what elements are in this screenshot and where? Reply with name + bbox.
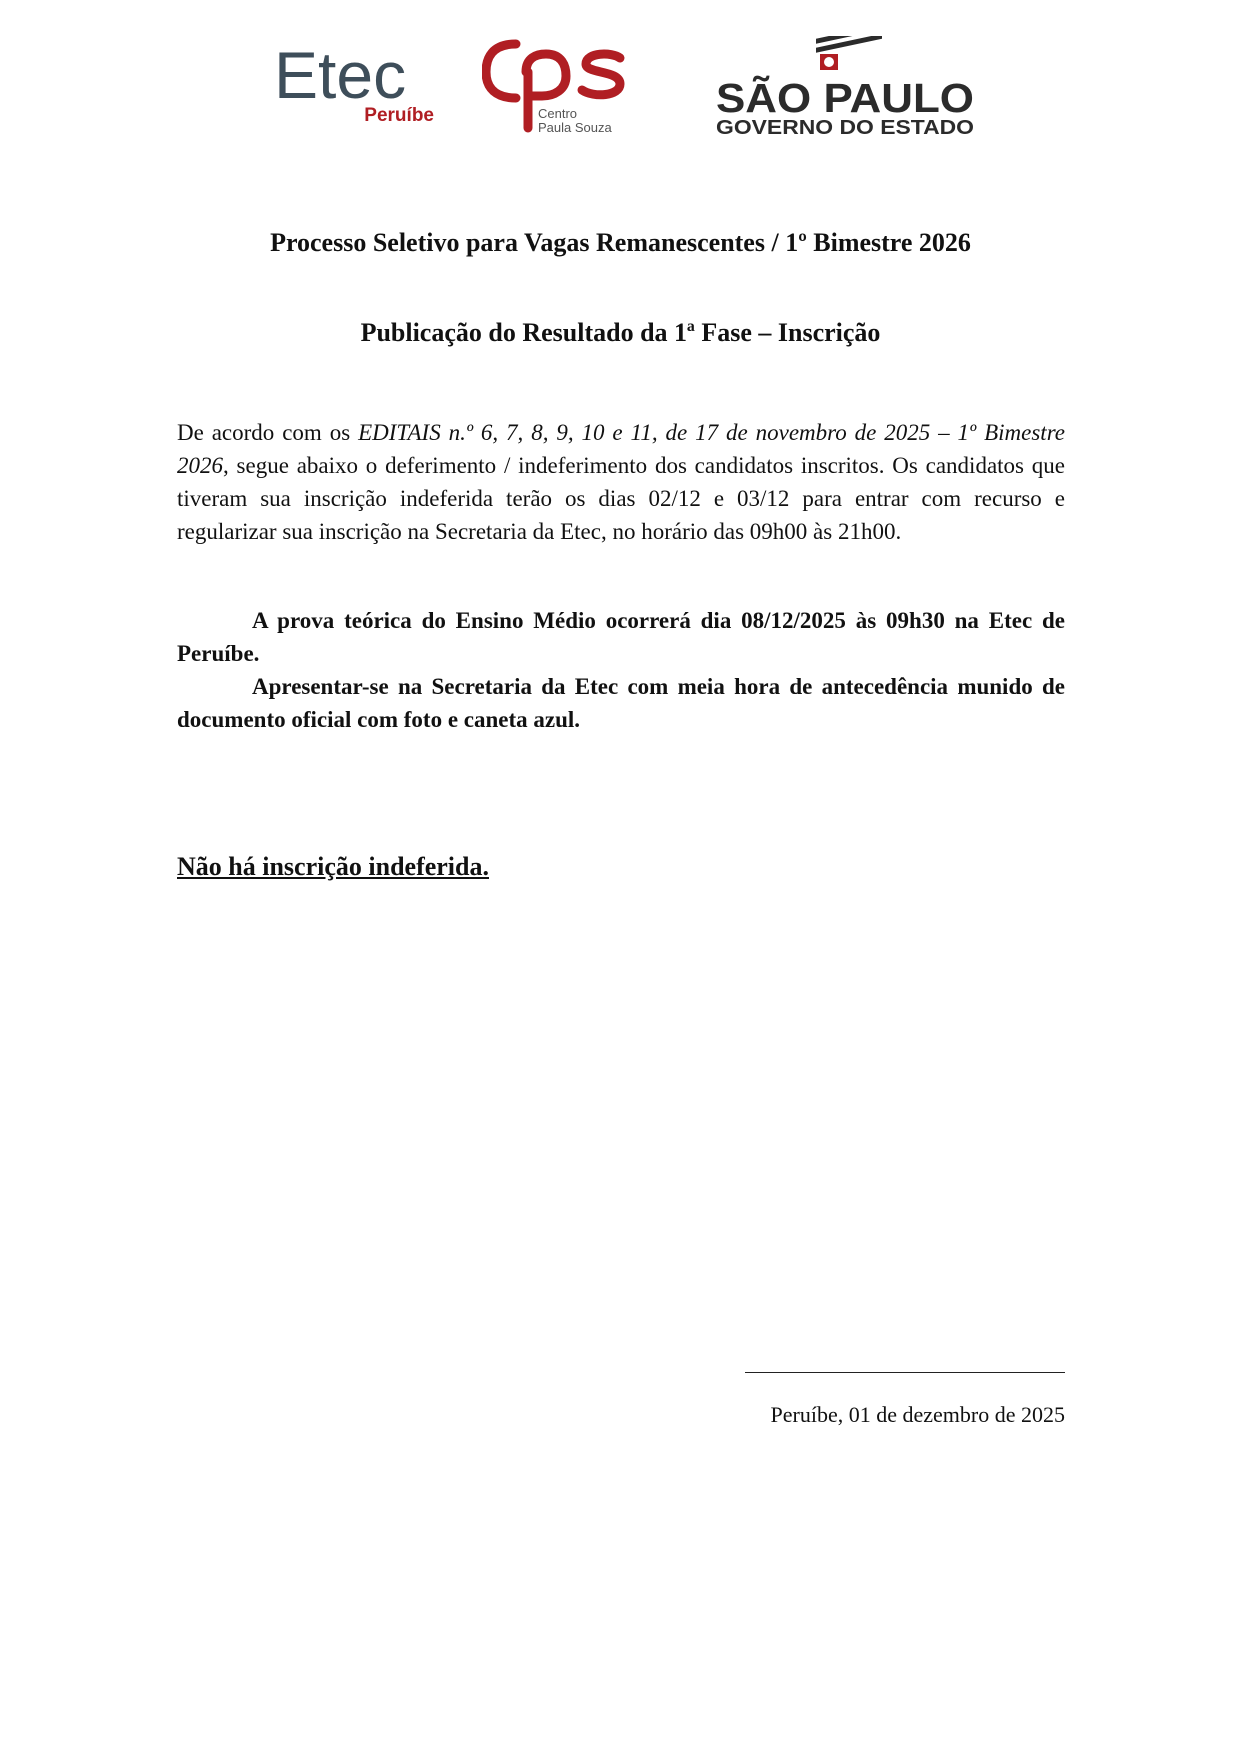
attendance-notice: Apresentar-se na Secretaria da Etec com meia hora de antecedência munido de documento oficial com foto e caneta azul. [177, 674, 1065, 732]
document-title: Processo Seletivo para Vagas Remanescentes / 1º Bimestre 2026 [270, 228, 971, 257]
intro-suffix: , segue abaixo o deferimento / indeferimento dos candidatos inscritos. Os candidatos que tiveram sua inscrição indeferida terão os dias 02/12 e 03/12 para entrar com recurso e regularizar sua inscrição na Secretaria da Etec, no horário das 09h00 às 21h00. [177, 453, 1065, 544]
exam-notice: A prova teórica do Ensino Médio ocorrerá dia 08/12/2025 às 09h30 na Etec de Peruíbe. [177, 608, 1065, 666]
cps-subtext-line1: Centro [538, 106, 578, 121]
no-rejected-statement: Não há inscrição indeferida. [177, 852, 489, 881]
cps-subtext-line2: Paula Souza [538, 120, 612, 135]
centro-paula-souza-logo [482, 36, 632, 136]
signature-line [745, 1372, 1065, 1373]
intro-edict-reference: EDITAIS n.º 6, 7, 8, 9, 10 e 11, de 17 de novembro de 2025 – 1º Bimestre 2026 [177, 420, 1066, 478]
place-and-date: Peruíbe, 01 de dezembro de 2025 [770, 1402, 1065, 1427]
intro-prefix: De acordo com os [177, 420, 359, 445]
etec-logo-subtext: Peruíbe [364, 105, 434, 126]
document-subtitle: Publicação do Resultado da 1ª Fase – Inscrição [360, 318, 881, 347]
intro-paragraph [177, 416, 1065, 548]
etec-peruibe-logo [274, 42, 436, 128]
sao-paulo-flag-icon [816, 36, 882, 70]
etec-logo-text: Etec [274, 42, 407, 112]
sao-paulo-logo-text: SÃO PAULO [716, 75, 974, 121]
sao-paulo-logo-subtext: GOVERNO DO ESTADO [716, 117, 974, 136]
sao-paulo-governo-logo [716, 36, 978, 136]
